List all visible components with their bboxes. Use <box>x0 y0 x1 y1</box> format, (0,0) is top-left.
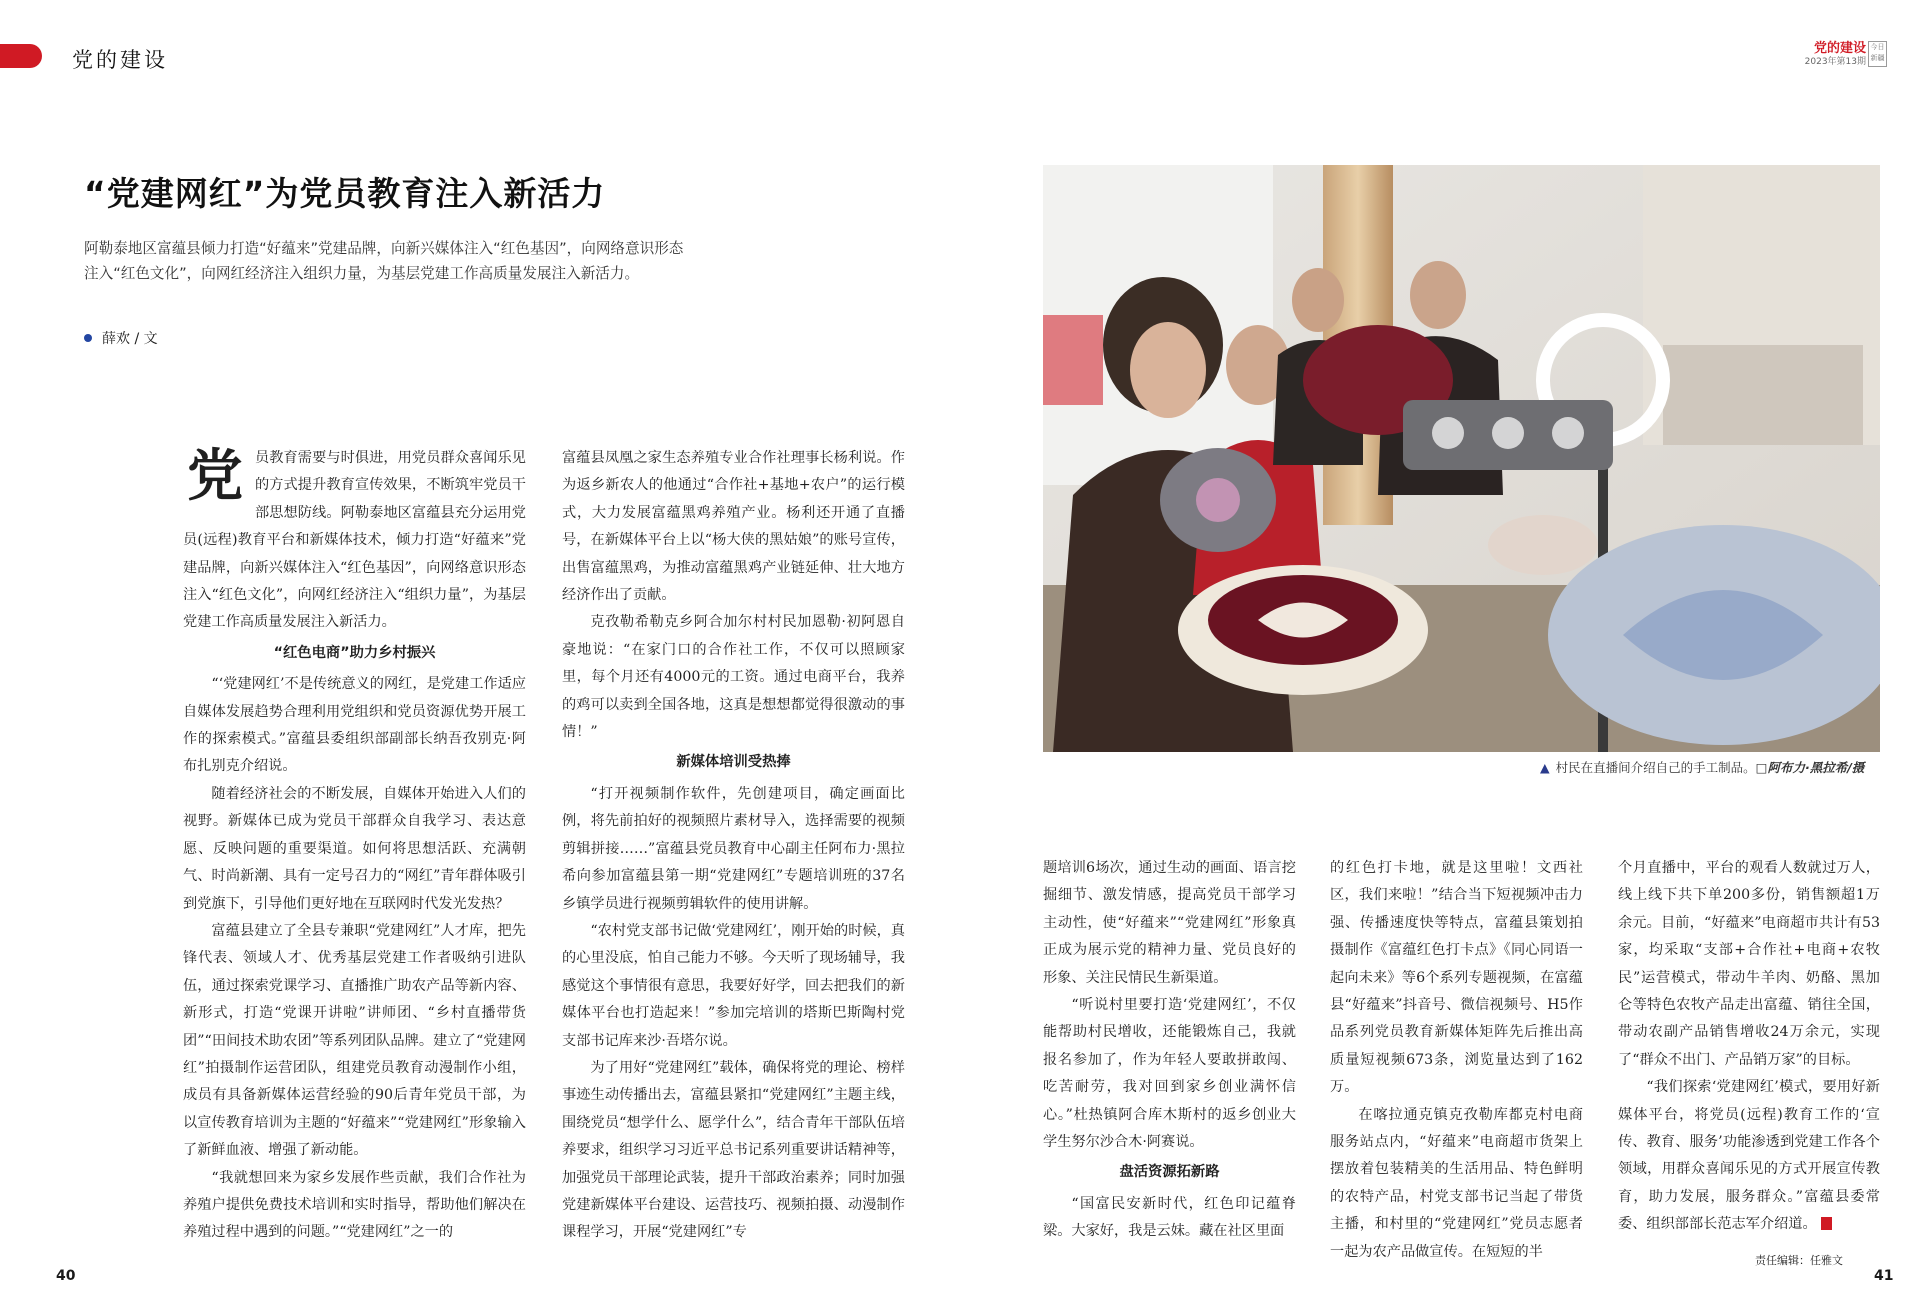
column-5 <box>1618 855 1880 1239</box>
paragraph: 克孜勒希勒克乡阿合加尔村村民加恩勒·初阿恩自豪地说：“在家门口的合作社工作，不仅可以照顾家里，每个月还有4000元的工资。通过电商平台，我养的鸡可以卖到全国各地，这真是想想都觉得很激动的事情！” <box>562 614 905 741</box>
paragraph: 个月直播中，平台的观看人数就过万人，线上线下共下单200多份，销售额超1万余元。目前，“好蕴来”电商超市共计有53家，均采取“支部+合作社+电商+农牧民”运营模式，带动牛羊肉、奶酪、黑加仑等特色农牧产品走出富蕴、销往全国，带动农副产品销售增收24万余元，实现了“群众不出门、产品销万家”的目标。 <box>1618 860 1880 1068</box>
photo-credit: □阿布力·黑拉希/摄 <box>1755 760 1865 775</box>
article-photo <box>1043 165 1880 752</box>
paragraph: 随着经济社会的不断发展，自媒体开始进入人们的视野。新媒体已成为党员干部群众自我学习、表达意愿、反映问题的重要渠道。如何将思想活跃、充满朝气、时尚新潮、具有一定号召力的“网红”青年群体吸引到党旗下，引导他们更好地在互联网时代发光发热？ <box>183 785 526 912</box>
page-number-right: 41 <box>1874 1268 1894 1284</box>
paragraph: 富蕴县建立了全县专兼职“党建网红”人才库，把先锋代表、领域人才、优秀基层党建工作者吸纳引进队伍，通过探索党课学习、直播推广助农产品等新内容、新形式，打造“党课开讲啦”讲师团、“乡村直播带货团”“田间技术助农团”等系列团队品牌。建立了“党建网红”拍摄制作运营团队，组建党员教育动漫制作小组，成员有具备新媒体运营经验的90后青年党员干部，为以宣传教育培训为主题的“好蕴来”“党建网红”形象输入了新鲜血液、增强了新动能。 <box>183 922 526 1159</box>
photo-illustration <box>1043 165 1880 752</box>
paragraph: 富蕴县凤凰之家生态养殖专业合作社理事长杨利说。作为返乡新农人的他通过“合作社+基地+农户”的运行模式，大力发展富蕴黑鸡养殖产业。杨利还开通了直播号，在新媒体平台上以“杨大侠的黑姑娘”的账号宣传，出售富蕴黑鸡，为推动富蕴黑鸡产业链延伸、壮大地方经济作出了贡献。 <box>562 450 905 604</box>
intro-paragraph: 员教育需要与时俱进，用党员群众喜闻乐见的方式提升教育宣传效果，不断筑牢党员干部思想防线。阿勒泰地区富蕴县充分运用党员(远程)教育平台和新媒体技术，倾力打造“好蕴来”党建品牌，向新兴媒体注入“红色基因”，向网络意识形态注入“红色文化”，向网红经济注入“组织力量”，为基层党建工作高质量发展注入新活力。 <box>183 450 526 631</box>
paragraph: 为了用好“党建网红”载体，确保将党的理论、榜样事迹生动传播出去，富蕴县紧扣“党建网红”主题主线，围绕党员“想学什么、愿学什么”，结合青年干部队伍培养要求，组织学习习近平总书记系列重要讲话精神等，加强党员干部理论武装，提升干部政治素养；同时加强党建新媒体平台建设、运营技巧、视频拍摄、动漫制作课程学习，开展“党建网红”专 <box>562 1059 905 1241</box>
paragraph: “国富民安新时代，红色印记蕴脊梁。大家好，我是云妹。藏在社区里面 <box>1043 1195 1296 1240</box>
column-1 <box>183 445 526 1247</box>
drop-cap: 党 <box>187 443 243 509</box>
author: 薛欢 / 文 <box>102 331 158 347</box>
subheading-2: 新媒体培训受热捧 <box>676 754 791 771</box>
column-4 <box>1330 855 1583 1266</box>
end-mark-icon <box>1821 1217 1832 1230</box>
column-3 <box>1043 855 1296 1246</box>
paragraph: “我就想回来为家乡发展作些贡献，我们合作社为养殖户提供免费技术培训和实时指导，帮助他们解决在养殖过程中遇到的问题。”“党建网红”之一的 <box>183 1169 526 1241</box>
subheading-1: “红色电商”助力乡村振兴 <box>273 644 436 661</box>
caption-triangle-icon: ▲ <box>1540 760 1550 775</box>
magazine-brand <box>1805 42 1866 68</box>
brand-box-label: 今日新疆 <box>1868 41 1887 67</box>
page-number-left: 40 <box>56 1268 76 1284</box>
paragraph: “农村党支部书记做‘党建网红’，刚开始的时候，真的心里没底，怕自己能力不够。今天听了现场辅导，我感觉这个事情很有意思，我要好好学，回去把我们的新媒体平台也打造起来！”参加完培训的塔斯巴斯陶村党支部书记库来沙·吾塔尔说。 <box>562 922 905 1049</box>
article-lede: 阿勒泰地区富蕴县倾力打造“好蕴来”党建品牌，向新兴媒体注入“红色基因”，向网络意识形态注入“红色文化”，向网红经济注入组织力量，为基层党建工作高质量发展注入新活力。 <box>84 240 684 282</box>
byline-bullet-icon <box>84 334 92 342</box>
section-tab-marker <box>0 44 42 68</box>
paragraph: 的红色打卡地，就是这里啦！文西社区，我们来啦！”结合当下短视频冲击力强、传播速度快等特点，富蕴县策划拍摄制作《富蕴红色打卡点》《同心同语一起向未来》等6个系列专题视频，在富蕴县“好蕴来”抖音号、微信视频号、H5作品系列党员教育新媒体矩阵先后推出高质量短视频673条，浏览量达到了162万。 <box>1330 860 1583 1096</box>
section-title: 党的建设 <box>72 48 168 72</box>
column-2 <box>562 445 905 1247</box>
editor-credit: 责任编辑：任雅文 <box>1755 1254 1843 1267</box>
paragraph: “‘党建网红’不是传统意义的网红，是党建工作适应自媒体发展趋势合理利用党组织和党员资源优势开展工作的探索模式。”富蕴县委组织部副部长纳吾孜别克·阿布扎别克介绍说。 <box>183 676 526 775</box>
paragraph <box>1618 1074 1880 1238</box>
byline <box>84 328 158 348</box>
paragraph: “打开视频制作软件，先创建项目，确定画面比例，将先前拍好的视频照片素材导入，选择需要的视频剪辑拼接……”富蕴县党员教育中心副主任阿布力·黑拉希向参加富蕴县第一期“党建网红”专题培训班的37名乡镇学员进行视频剪辑软件的使用讲解。 <box>562 785 905 912</box>
photo-caption <box>1540 758 1864 776</box>
paragraph: 题培训6场次，通过生动的画面、语言挖掘细节、激发情感，提高党员干部学习主动性，使“好蕴来”“党建网红”形象真正成为展示党的精神力量、党员良好的形象、关注民情民生新渠道。 <box>1043 860 1296 986</box>
article-title: “党建网红”为党员教育注入新活力 <box>84 174 606 213</box>
subheading-3: 盘活资源拓新路 <box>1119 1164 1220 1181</box>
paragraph: 在喀拉通克镇克孜勒库都克村电商服务站点内，“好蕴来”电商超市货架上摆放着包装精美的生活用品、特色鲜明的农特产品，村党支部书记当起了带货主播，和村里的“党建网红”党员志愿者一起为农产品做宣传。在短短的半 <box>1330 1106 1583 1260</box>
closing-paragraph-text: “我们探索‘党建网红’模式，要用好新媒体平台，将党员(远程)教育工作的‘宣传、教育、服务’功能渗透到党建工作各个领域，用群众喜闻乐见的方式开展宣传教育，助力发展，服务群众。”富蕴县委常委、组织部部长范志军介绍道。 <box>1618 1079 1880 1233</box>
paragraph: “听说村里要打造‘党建网红’，不仅能帮助村民增收，还能锻炼自己，我就报名参加了，作为年轻人要敢拼敢闯、吃苦耐劳，我对回到家乡创业满怀信心。”杜热镇阿合库木斯村的返乡创业大学生努尔沙合木·阿赛说。 <box>1043 997 1296 1151</box>
brand-name: 党的建设 <box>1813 41 1866 56</box>
issue-number: 2023年第13期 <box>1804 57 1866 67</box>
caption-text: 村民在直播间介绍自己的手工制品。 <box>1555 760 1756 775</box>
